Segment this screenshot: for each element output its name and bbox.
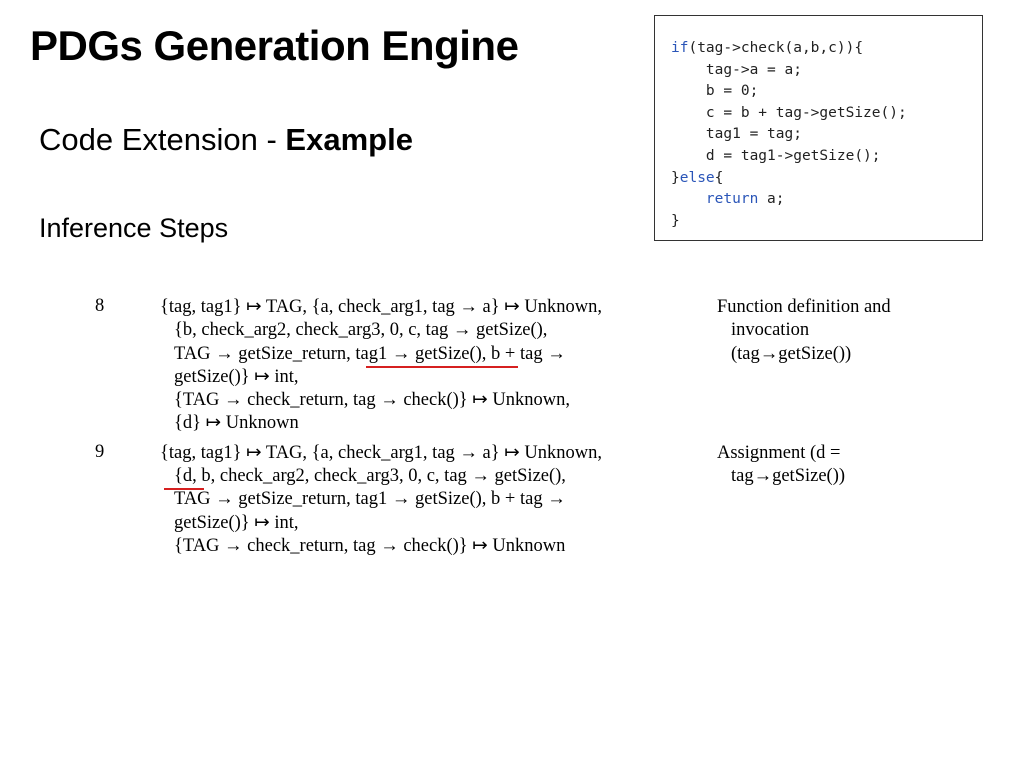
- step-number: 9: [95, 441, 105, 462]
- formula-line: {b, check_arg2, check_arg3, 0, c, tag → getSize(),: [174, 320, 548, 341]
- formula-text: {d, b, check_arg2, check_arg3, 0, c, tag → getSize(),: [174, 466, 566, 487]
- formula-line: {tag, tag1} ↦ TAG, {a, check_arg1, tag → a} ↦ Unknown,: [160, 297, 602, 317]
- step-note: [717, 442, 927, 489]
- formula-line: {d} ↦ Unknown: [174, 413, 299, 434]
- formula-line: {TAG → check_return, tag → check()} ↦ Unknown,: [174, 390, 571, 411]
- formula-line: TAG → getSize_return, tag1 → getSize(), b + tag →: [174, 489, 566, 510]
- code-line: return a;: [705, 191, 785, 208]
- note-line: Function definition and: [717, 297, 891, 317]
- code-line: if(tag->check(a,b,c)){: [671, 40, 864, 56]
- note-line: (tag→getSize()): [731, 343, 852, 364]
- section-label: Inference Steps: [39, 213, 229, 243]
- code-line: d = tag1->getSize();: [671, 147, 881, 164]
- note-line: tag→getSize()): [731, 466, 846, 487]
- subtitle-bold: Example: [285, 122, 413, 157]
- inference-step-8: [95, 296, 915, 436]
- step-number: 8: [95, 296, 105, 316]
- code-line: tag->a = a;: [671, 61, 802, 78]
- formula-line: {TAG → check_return, tag → check()} ↦ Unknown: [174, 535, 566, 556]
- inference-step-9: [95, 442, 915, 558]
- note-line: invocation: [731, 320, 810, 341]
- code-line: b = 0;: [671, 83, 759, 100]
- formula-line: [160, 465, 700, 488]
- formula-line: getSize()} ↦ int,: [174, 366, 299, 387]
- formula-line: getSize()} ↦ int,: [174, 512, 299, 533]
- code-line: c = b + tag->getSize();: [671, 104, 907, 121]
- code-line: }: [671, 212, 680, 229]
- inference-steps: [95, 296, 915, 564]
- formula-text: TAG → getSize_return, tag1 → getSize(), b + tag →: [174, 343, 566, 364]
- slide-subtitle: [39, 122, 413, 158]
- step-note: [717, 296, 927, 366]
- formula-line: {tag, tag1} ↦ TAG, {a, check_arg1, tag → a} ↦ Unknown,: [160, 442, 602, 463]
- subtitle-prefix: Code Extension -: [39, 122, 286, 157]
- note-line: Assignment (d =: [717, 442, 841, 463]
- slide-title: PDGs Generation Engine: [30, 22, 519, 69]
- formula-line: [160, 343, 700, 366]
- code-line: tag1 = tag;: [671, 126, 802, 143]
- step-formula: [160, 442, 700, 558]
- code-snippet-box: [654, 15, 983, 241]
- code-line: }else{: [671, 169, 724, 186]
- step-formula: [160, 296, 700, 436]
